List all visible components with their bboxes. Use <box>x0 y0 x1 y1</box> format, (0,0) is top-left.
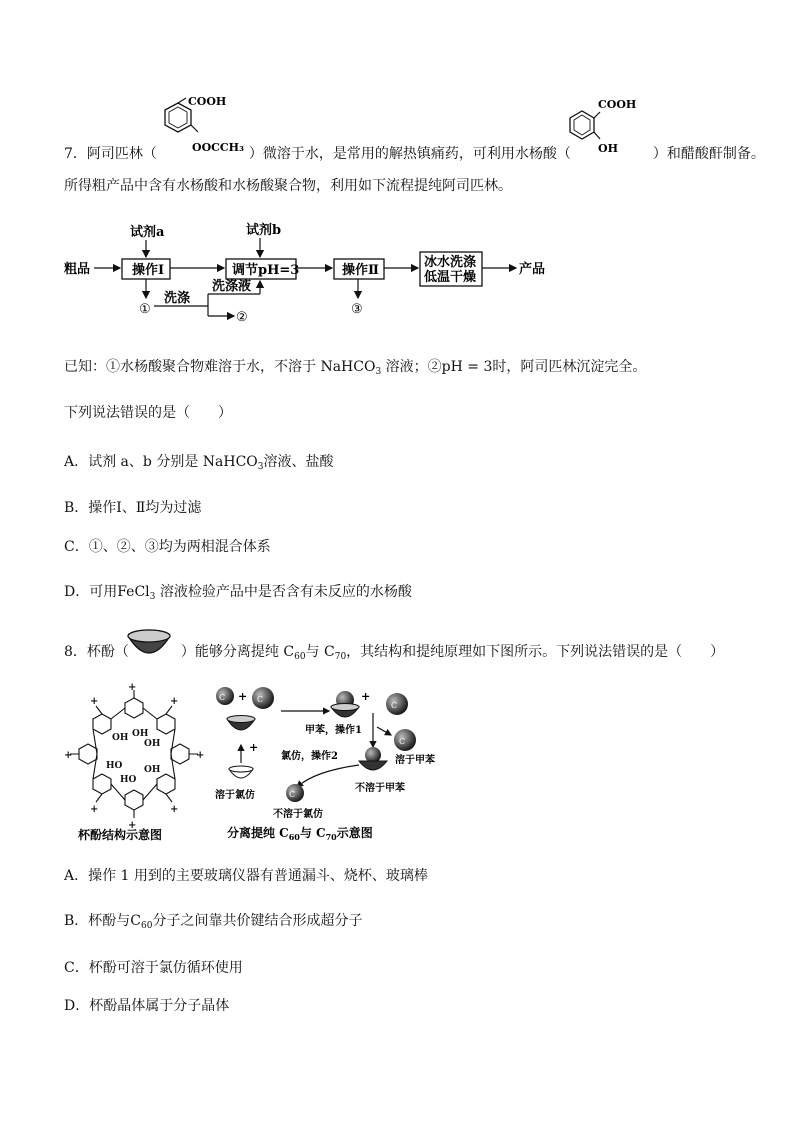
flow-c2: ② <box>236 310 248 325</box>
q8-option-c[interactable]: C．杯酚可溶于氯仿循环使用 <box>64 960 243 976</box>
fig-plus-bl: + <box>90 804 99 815</box>
flow-wash2: 低温干燥 <box>424 270 477 285</box>
flow-adjust: 调节pH=3 <box>232 263 300 278</box>
q8-stem: 8．杯酚（ ）能够分离提纯 $C_{60}$与 $C_{70}$，其结构和提纯原理如下图所示。下列说法错误的是（ ） <box>64 644 725 662</box>
fig-oh1: OH <box>112 733 129 743</box>
q7-known: 已知：①水杨酸聚合物难溶于水，不溶于 NaHCO$_3$ 溶液；②pH = 3时，阿司匹林沉淀完全。 <box>64 359 647 377</box>
flow-reagent-a: 试剂a <box>130 225 165 240</box>
fig-plus-b: + <box>249 741 259 754</box>
flow-wash1: 冰水洗涤 <box>424 255 477 270</box>
fig-insoluble-toluene: 不溶于甲苯 <box>355 783 405 794</box>
fig-oh3: OH <box>144 739 161 749</box>
fig-caption-right: 分离提纯 $C_{60}$与 $C_{70}$示意图 <box>227 826 373 842</box>
fig-plus-c: + <box>361 690 371 703</box>
q7-stem-line1: 7．阿司匹林（ ）微溶于水，是常用的解热镇痛药，可利用水杨酸（ ）和醋酸酐制备。 <box>64 146 765 162</box>
fig-dissolve-chcl3: 溶于氯仿 <box>215 790 255 801</box>
fig-plus-top: + <box>128 682 137 693</box>
q8-option-d[interactable]: D．杯酚晶体属于分子晶体 <box>64 998 230 1014</box>
flow-product: 产品 <box>519 262 546 277</box>
flow-wash: 洗涤 <box>164 291 191 306</box>
fig-c60-a: C <box>219 693 226 702</box>
fig-c70-c: C <box>399 737 406 746</box>
fig-plus-tr: + <box>170 696 179 707</box>
q7-question: 下列说法错误的是（ ） <box>64 405 232 421</box>
q7-option-c[interactable]: C．①、②、③均为两相混合体系 <box>64 539 271 555</box>
q7-option-d[interactable]: D．可用FeCl$_3$ 溶液检验产品中是否含有未反应的水杨酸 <box>64 584 412 602</box>
aspirin-group2: OOCCH₃ <box>192 141 244 154</box>
calixarene-structure <box>64 682 205 843</box>
fig-ho1: HO <box>106 761 123 771</box>
q7-flowchart <box>60 218 560 328</box>
fig-insoluble-chcl3: 不溶于氯仿 <box>273 809 323 820</box>
fig-toluene-op1: 甲苯，操作1 <box>305 725 362 736</box>
q8-option-b[interactable]: B．杯酚与$C_{60}$分子之间靠共价键结合形成超分子 <box>64 913 363 931</box>
separation-scheme <box>205 683 465 843</box>
flow-op2: 操作Ⅱ <box>342 263 379 278</box>
flow-reagent-b: 试剂b <box>246 223 282 238</box>
flow-wash-liquid: 洗涤液 <box>212 279 252 294</box>
q7-stem-line2: 所得粗产品中含有水杨酸和水杨酸聚合物，利用如下流程提纯阿司匹林。 <box>64 178 512 194</box>
q8-option-a[interactable]: A．操作 1 用到的主要玻璃仪器有普通漏斗、烧杯、玻璃棒 <box>64 868 428 884</box>
fig-ho2: HO <box>120 775 137 785</box>
flow-c3: ③ <box>351 302 363 317</box>
fig-dissolve-toluene: 溶于甲苯 <box>395 755 435 766</box>
salicylic-group1: COOH <box>598 98 637 111</box>
flow-op1: 操作I <box>132 263 165 278</box>
salicylic-group2: OH <box>598 142 618 155</box>
fig-caption-left: 杯酚结构示意图 <box>78 828 163 842</box>
fig-plus-bottom: + <box>128 820 137 831</box>
flow-c1: ① <box>139 302 151 317</box>
q7-option-b[interactable]: B．操作Ⅰ、Ⅱ均为过滤 <box>64 500 202 516</box>
fig-oh4: OH <box>144 765 161 775</box>
fig-plus-a: + <box>238 690 248 703</box>
fig-c70-b: C <box>391 701 398 710</box>
fig-plus-l: + <box>64 750 73 761</box>
fig-oh2: OH <box>132 729 149 739</box>
q7-option-a[interactable]: A．试剂 a、b 分别是 NaHCO$_3$溶液、盐酸 <box>64 454 334 472</box>
aspirin-group1: COOH <box>188 95 227 108</box>
fig-plus-r: + <box>196 750 205 761</box>
flow-crude: 粗品 <box>64 262 91 277</box>
fig-plus-br: + <box>170 804 179 815</box>
fig-plus-tl: + <box>90 696 99 707</box>
fig-c70-a: C <box>257 695 264 704</box>
fig-c60-b: C <box>289 790 296 799</box>
fig-chcl3-op2: 氯仿，操作2 <box>281 751 338 762</box>
